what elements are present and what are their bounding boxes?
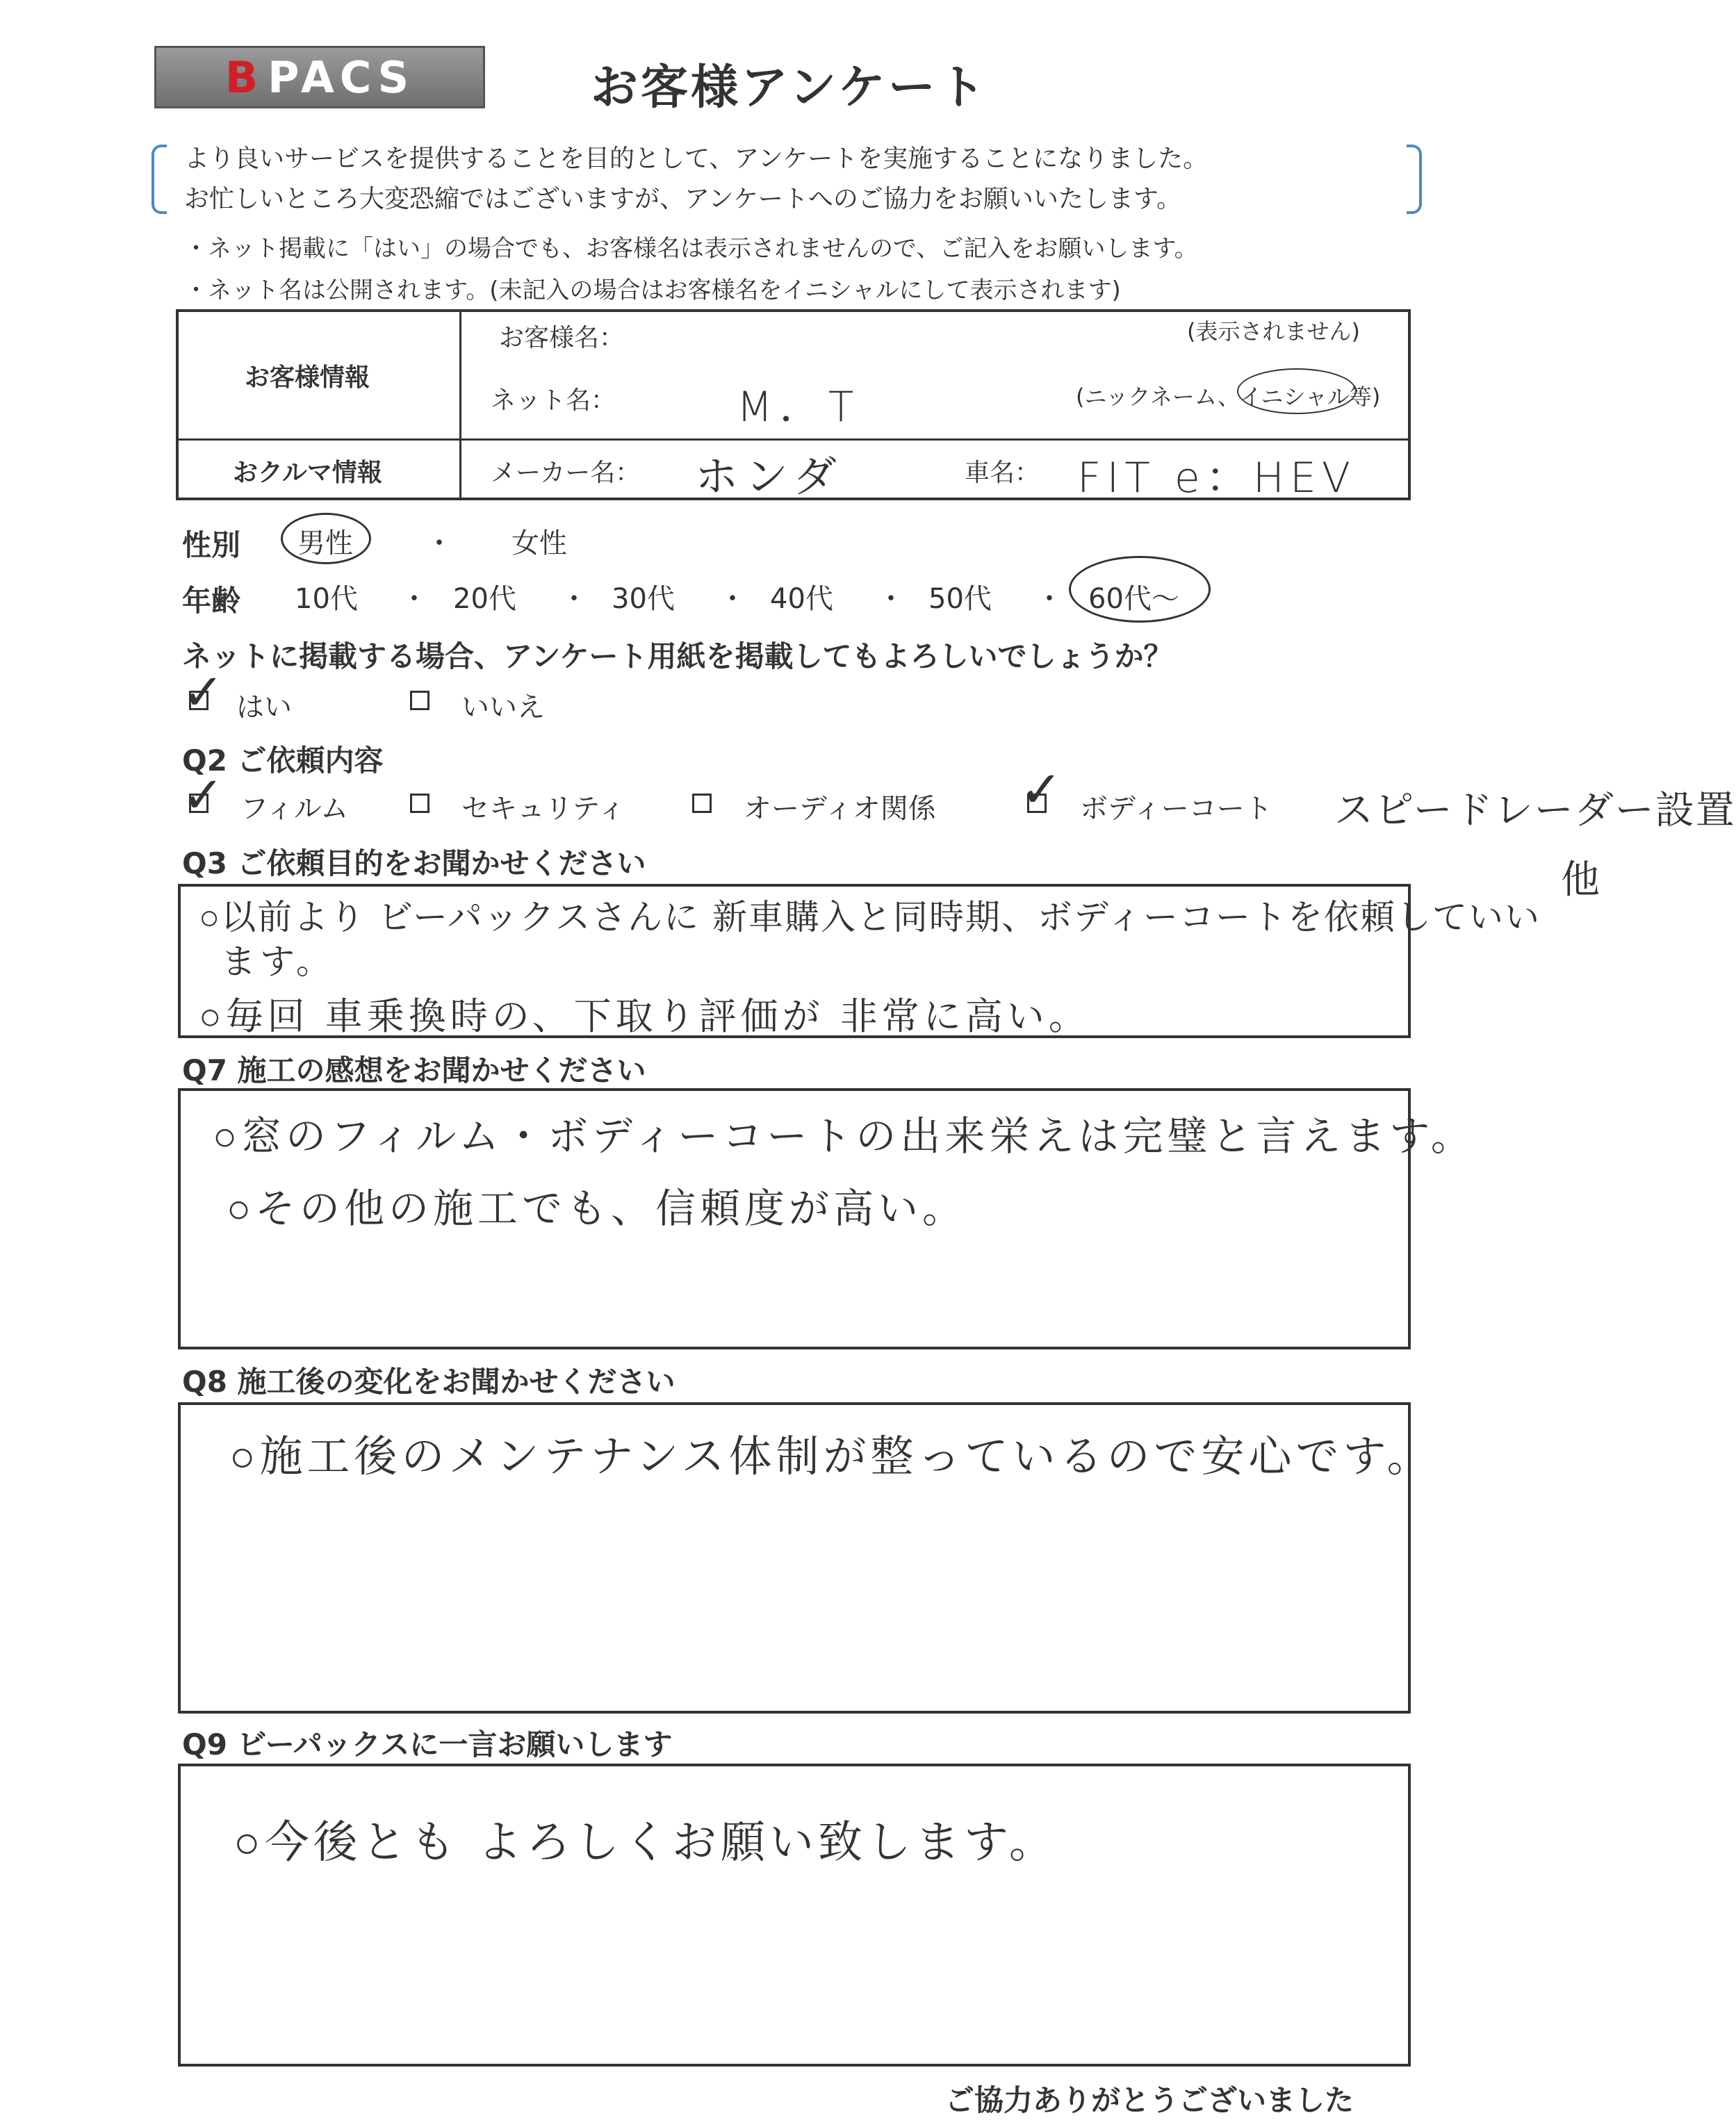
car-info-label: おクルマ情報	[233, 459, 382, 487]
q2-film-check-mark: ✓	[182, 766, 224, 824]
gender-option-male[interactable]: 男性	[297, 527, 353, 559]
gender-option-female[interactable]: 女性	[511, 527, 567, 559]
publish-no-checkbox[interactable]	[410, 691, 429, 710]
q3-answer-line-2: ます。	[221, 942, 335, 982]
age-separator-4: ・	[877, 583, 905, 615]
customer-name-label: お客様名：	[499, 324, 625, 352]
initial-circle-mark	[1237, 368, 1357, 414]
customer-info-label: お客様情報	[245, 363, 370, 392]
q8-title: Q8 施工後の変化をお聞かせください	[182, 1365, 675, 1399]
q2-option-audio: オーディオ関係	[744, 793, 936, 825]
car-name-label: 車名：	[965, 459, 1040, 487]
q3-answer-line-1: ○以前より ビーパックスさんに 新車購入と同時期、ボディーコートを依頼していい	[199, 897, 1541, 937]
q2-other-handwritten-2: 他	[1561, 857, 1604, 903]
age-selected-circle	[1069, 556, 1211, 623]
q7-answer-line-1: ○窓のフィルム・ボディーコートの出来栄えは完璧と言えます。	[213, 1112, 1475, 1160]
publish-question: ネットに掲載する場合、アンケート用紙を掲載してもよろしいでしょうか？	[182, 639, 1173, 673]
age-option-20[interactable]: 20代	[453, 583, 516, 615]
table-divider-vertical	[459, 312, 461, 498]
logo-mark: B	[224, 51, 264, 103]
intro-line-1: より良いサービスを提供することを目的として、アンケートを実施することになりました。	[184, 145, 1209, 173]
gender-label: 性別	[182, 528, 241, 562]
customer-name-note: (表示されません)	[1187, 318, 1360, 345]
age-separator-1: ・	[400, 583, 428, 615]
age-label: 年齢	[182, 584, 241, 618]
intro-line-2: お忙しいところ大変恐縮ではございますが、アンケートへのご協力をお願いいたします。	[184, 185, 1181, 213]
logo-text: PACS	[268, 51, 415, 103]
maker-label: メーカー名：	[491, 459, 641, 487]
q9-answer-line-1: ○今後とも よろしくお願い致します。	[234, 1817, 1058, 1869]
table-divider-horizontal	[179, 438, 1408, 441]
male-selected-circle	[281, 513, 371, 564]
age-option-40[interactable]: 40代	[770, 583, 833, 615]
maker-value[interactable]: ホンダ	[695, 451, 844, 502]
age-separator-5: ・	[1035, 583, 1063, 615]
q7-answer-line-2: ○その他の施工でも、信頼度が高い。	[227, 1185, 967, 1232]
age-separator-2: ・	[560, 583, 588, 615]
net-name-note: (ニックネーム、イニシャル等)	[1076, 384, 1381, 410]
q2-title: Q2 ご依頼内容	[182, 744, 384, 778]
age-separator-3: ・	[719, 583, 746, 615]
net-name-value[interactable]: M．T	[737, 383, 861, 432]
q7-title: Q7 施工の感想をお聞かせください	[182, 1053, 646, 1087]
intro-note-1: ・ネット掲載に「はい」の場合でも、お客様名は表示されませんので、ご記入をお願いします。	[184, 235, 1198, 263]
age-option-50[interactable]: 50代	[928, 583, 992, 615]
thanks-message: ご協力ありがとうございました	[945, 2083, 1354, 2117]
age-option-10[interactable]: 10代	[295, 583, 358, 615]
q2-bodycoat-check-mark: ✓	[1020, 760, 1063, 819]
publish-yes-check-mark: ✓	[182, 663, 224, 721]
page-title: お客様アンケート	[591, 60, 988, 115]
gender-separator: ・	[425, 527, 453, 559]
q2-option-film: フィルム	[240, 793, 349, 825]
q8-answer-line-1: ○施工後のメンテナンス体制が整っているので安心です。	[229, 1431, 1434, 1481]
net-name-label: ネット名：	[491, 386, 616, 415]
q2-other-handwritten: スピードレーダー設置	[1334, 788, 1736, 833]
intro-note-2: ・ネット名は公開されます。(未記入の場合はお客様名をイニシャルにして表示されます)	[184, 277, 1121, 304]
age-option-60[interactable]: 60代～	[1088, 583, 1179, 615]
car-name-value[interactable]: FIT e：HEV	[1077, 454, 1356, 502]
age-option-30[interactable]: 30代	[612, 583, 675, 615]
bpacs-logo	[154, 46, 485, 108]
publish-yes-label: はい	[236, 691, 292, 723]
q2-option-bodycoat: ボディーコート	[1080, 793, 1272, 825]
q2-option-security: セキュリティ	[461, 793, 625, 825]
intro-bracket-left	[152, 145, 167, 214]
publish-no-label: いいえ	[461, 691, 545, 723]
intro-bracket-right	[1407, 145, 1422, 214]
q2-security-checkbox[interactable]	[410, 794, 429, 813]
q3-answer-line-3: ○毎回 車乗換時の、下取り評価が 非常に高い。	[199, 994, 1090, 1038]
q3-title: Q3 ご依頼目的をお聞かせください	[182, 846, 646, 880]
q9-title: Q9 ビーパックスに一言お願いします	[182, 1727, 673, 1761]
q2-audio-checkbox[interactable]	[692, 794, 712, 813]
